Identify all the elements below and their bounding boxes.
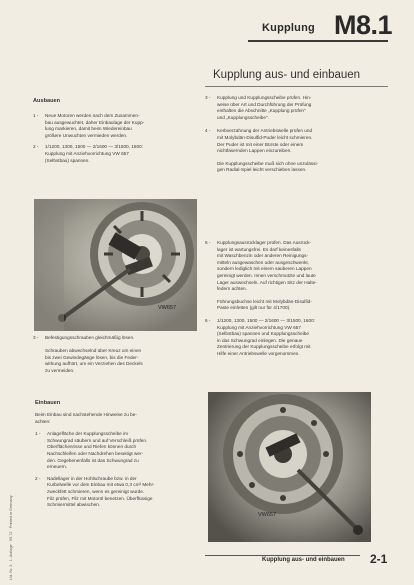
footer-rule (205, 555, 360, 556)
einbauen-heading: Einbauen (35, 400, 61, 406)
item-text: Befestigungsschrauben gleichmäßig lösen. Schrauben abwechselnd über Kreuz um einen bis zwei Gewindegänge lösen, bis die Feder- wirkung aufhört, um ein Verziehen des Deckels zu vermeiden. (45, 335, 143, 373)
ausbauen-list (33, 113, 193, 167)
item-number: 3 - (33, 335, 39, 340)
page-number: 2-1 (370, 552, 388, 566)
list-item (35, 476, 195, 509)
right-list-b (205, 240, 390, 315)
item-number: 1 - (35, 431, 41, 437)
item-text: Neue Motoren werden nach dem Zusammen- bau ausgewuchtet, daher Einbaulage der Kupp- lung markieren, damit beim Wiedereinbau größere Unwuchten vermieden werden. (45, 113, 145, 138)
list-item (33, 144, 193, 164)
item-number: 2 - (33, 144, 39, 150)
clutch-photo-1-graphic (34, 199, 197, 331)
side-print (5, 410, 15, 580)
list-item (33, 335, 193, 375)
clutch-photo-2 (208, 392, 371, 542)
item-text: 1/1200, 1300, 1500 — 2/1600 — 3/1500, 1600: Kupplung mit Anziehvorrichtung VW 657 (Selbstbau) spannen und Kupplungsscheibe in das Schwungrad einlegen. Die genaue Zentrierung der Kupplungsscheibe erfolgt mit Hilfe einer Antriebswelle vorgenommen. (217, 318, 315, 356)
note-text: Die Kupplungsscheibe muß sich ohne unzulässi- gen Radial-Spiel leicht verschieben lassen. (217, 160, 319, 173)
section-header-word: Kupplung (262, 22, 315, 34)
item-number: 6 - (205, 318, 211, 323)
note-text: Führungsbuchse leicht mit Molybdän-Disulfid- Paste einfetten (gilt nur für 4/1700). (217, 298, 312, 311)
item-text: Anlagefläche der Kupplungsscheibe im Schwungrad säubern und auf Verschleiß prüfen. Oberflächenrisse und Riefen können durch Nachschleifen oder Nachdrehen beseitigt wer- den. Gegebenenfalls ist das Schwungrad zu erneuern. (47, 431, 148, 470)
step-3-block (33, 335, 193, 378)
ausbauen-heading: Ausbauen (33, 98, 61, 104)
item-number: 2 - (35, 475, 41, 481)
list-item (205, 95, 390, 121)
einbauen-list (35, 412, 195, 512)
clutch-photo-2-graphic (208, 392, 371, 542)
item-text: Nadellager in der Hohlschraube bzw. in der Kurbelwelle vor dem Einbau mit etwa 0,3 cm³ Mehr- zweckfett schmieren, wenn es gereinigt wurde. Filz prüfen, Filz mit Motoröl benetzen. Überflüssige Schmiermittel abwischen. (47, 475, 155, 508)
item-text: 1/1200, 1300, 1500 — 2/1600 — 3/1500, 1600: Kupplung mit Anziehvorrichtung VW 657 (Selbstbau) spannen. (45, 144, 143, 163)
title-rule (205, 86, 388, 87)
list-item (33, 113, 193, 139)
section-header-number: M8.1 (334, 10, 393, 40)
list-item (35, 431, 195, 471)
list-item (205, 128, 390, 154)
list-item (205, 240, 390, 293)
right-list-c (205, 318, 390, 361)
side-print-text: Lfd. Nr. 3 · 1. Auflage · 09.72 · Printed in Germany (9, 495, 13, 580)
footer-title: Kupplung aus- und einbauen (262, 557, 345, 563)
item-text: Kupplung und Kupplungsscheibe prüfen. Hin- weise über Art und Durchführung der Prüfung enthalten die Abschnitte „Kupplung prüfen" und „Kupplungsscheibe". (217, 95, 312, 120)
item-text: Kupplungsausrücklager prüfen. Das Ausrück- lager ist wartungsfrei. Es darf keinesfalls mit Waschbenzin oder anderen Reinigungs- mitteln ausgewaschen oder ausgeschwenkt, sondern lediglich mit einem sauberen Lappen gereinigt werden. Innen verschmutzte und laute Lager auswechseln. Auf richtigen Sitz der Halte- federn achten. (217, 240, 317, 292)
header-rule (248, 40, 388, 42)
item-number: 4 - (205, 128, 211, 134)
right-list-a (205, 95, 390, 177)
einbauen-intro: Beim Einbau sind nachstehende Hinweise zu be- achten: (35, 412, 137, 424)
item-number: 1 - (33, 113, 39, 118)
tool-label-1: VW657 (158, 305, 177, 311)
tool-label-2: VW657 (258, 512, 277, 518)
list-item (205, 318, 390, 358)
item-number: 5 - (205, 240, 211, 245)
clutch-photo-1 (34, 199, 197, 331)
page-title: Kupplung aus- und einbauen (213, 69, 361, 81)
item-number: 3 - (205, 95, 211, 100)
item-text: Kerbverzahnung der Antriebswelle prüfen und mit Molybdän-Disulfid-Puder leicht schmieren. Der Puder ist mit einer Bürste oder einem nichtfasernden Lappen einzureiben. (217, 128, 313, 154)
